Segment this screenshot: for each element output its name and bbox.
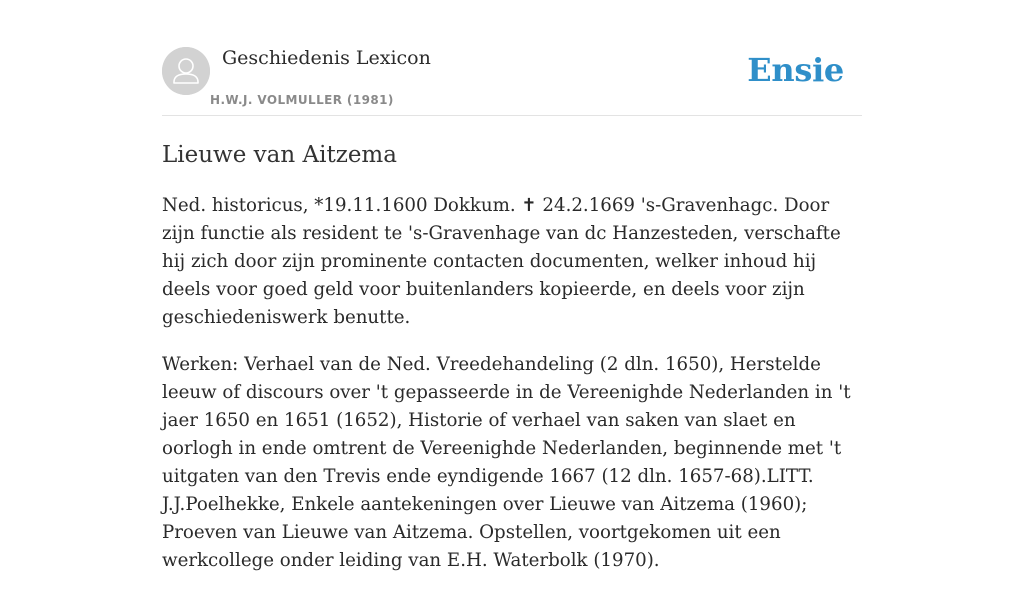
- user-icon: [162, 47, 210, 95]
- source-title[interactable]: Geschiedenis Lexicon: [222, 47, 431, 69]
- header: [162, 0, 862, 116]
- page: [162, 0, 862, 571]
- entry-paragraph: Werken: Verhael van de Ned. Vreedehandeling (2 dln. 1650), Herstelde leeuw of discours over 't gepasseerde in de Vereenighde Nederlanden in 't jaer 1650 en 1651 (1652), Historie of verhael van saken van slaet en oorlogh in ende omtrent de Vereenighde Nederlanden, beginnende met 't uitgaten van den Trevis ende eyndigende 1667 (12 dln. 1657-68).LITT. J.J.Poelhekke, Enkele aantekeningen over Lieuwe van Aitzema (1960); Proeven van Lieuwe van Aitzema. Opstellen, voortgekomen uit een werkcollege onder leiding van E.H. Waterbolk (1970).: [162, 354, 851, 571]
- brand-logo[interactable]: Ensie: [747, 51, 844, 89]
- entry-title: Lieuwe van Aitzema: [162, 142, 397, 168]
- avatar[interactable]: [162, 47, 210, 95]
- entry-paragraph: Ned. historicus, *19.11.1600 Dokkum. ✝ 24.2.1669 's-Gravenhagc. Door zijn functie als resident te 's-Gravenhage van dc Hanzesteden, verschafte hij zich door zijn prominente contacten documenten, welker inhoud hij deels voor goed geld voor buitenlanders kopieerde, en deels voor zijn geschiedeniswerk benutte.: [162, 195, 841, 328]
- entry-body: [162, 192, 862, 594]
- source-author[interactable]: H.W.J. VOLMULLER (1981): [210, 93, 394, 107]
